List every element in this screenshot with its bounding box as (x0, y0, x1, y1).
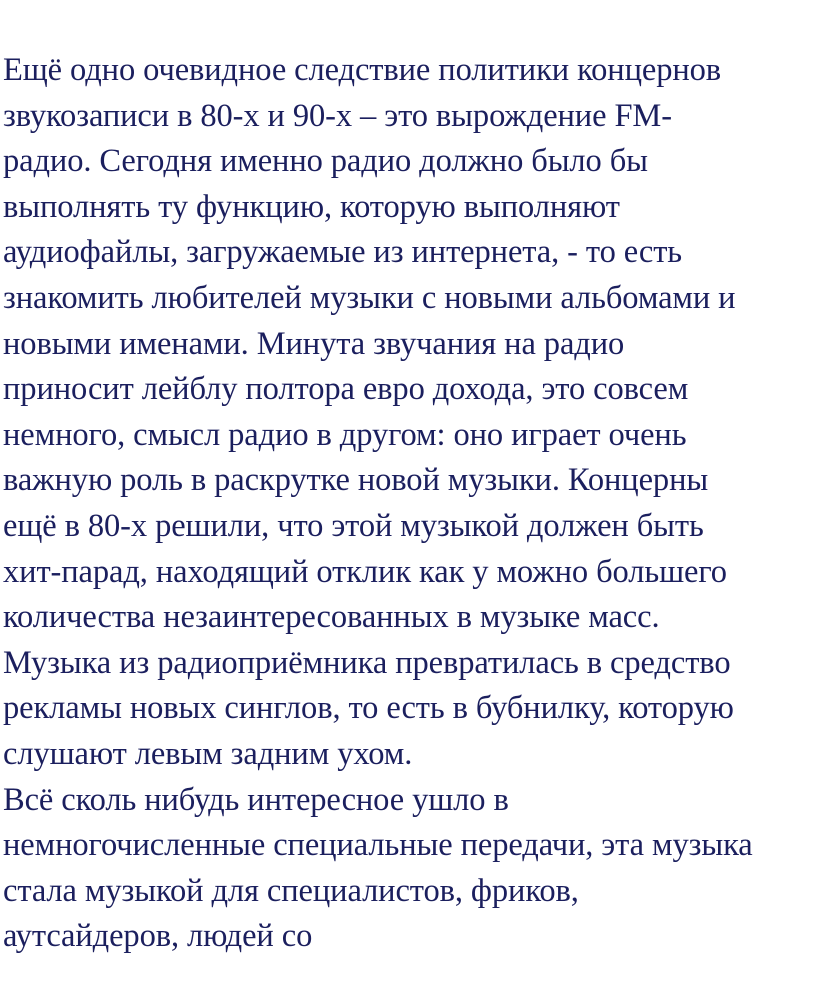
text-line: новыми именами. Минута звучания на радио (3, 325, 625, 362)
text-line: звукозаписи в 80-х и 90-х – это вырождение FM- (3, 97, 672, 134)
text-line: рекламы новых синглов, то есть в бубнилку, которую (3, 690, 734, 727)
text-line: приносит лейблу полтора евро дохода, это совсем (3, 371, 689, 408)
body-text (3, 48, 815, 960)
text-line: хит-парад, находящий отклик как у можно большего (3, 553, 727, 590)
text-line: аутсайдеров, людей со (3, 918, 313, 955)
text-line: Ещё одно очевидное следствие политики концернов (3, 52, 722, 88)
text-line: выполнять ту функцию, которую выполняют (3, 188, 620, 225)
text-line: Всё сколь нибудь интересное ушло в (3, 781, 509, 818)
text-line: слушают левым задним ухом. (3, 735, 413, 772)
text-line: ещё в 80-х решили, что этой музыкой должен быть (3, 507, 704, 544)
text-line: количества незаинтересованных в музыке масс. (3, 599, 660, 636)
text-line: стала музыкой для специалистов, фриков, (3, 872, 579, 909)
text-line: важную роль в раскрутке новой музыки. Концерны (3, 462, 709, 499)
text-line: аудиофайлы, загружаемые из интернета, - то есть (3, 234, 683, 271)
text-line: немногочисленные специальные передачи, эта музыка (3, 827, 753, 864)
text-line: знакомить любителей музыки с новыми альбомами и (3, 279, 736, 316)
text-line: радио. Сегодня именно радио должно было бы (3, 143, 648, 180)
text-line: Музыка из радиоприёмника превратилась в средство (3, 644, 731, 681)
text-line: немного, смысл радио в другом: оно играет очень (3, 416, 687, 453)
